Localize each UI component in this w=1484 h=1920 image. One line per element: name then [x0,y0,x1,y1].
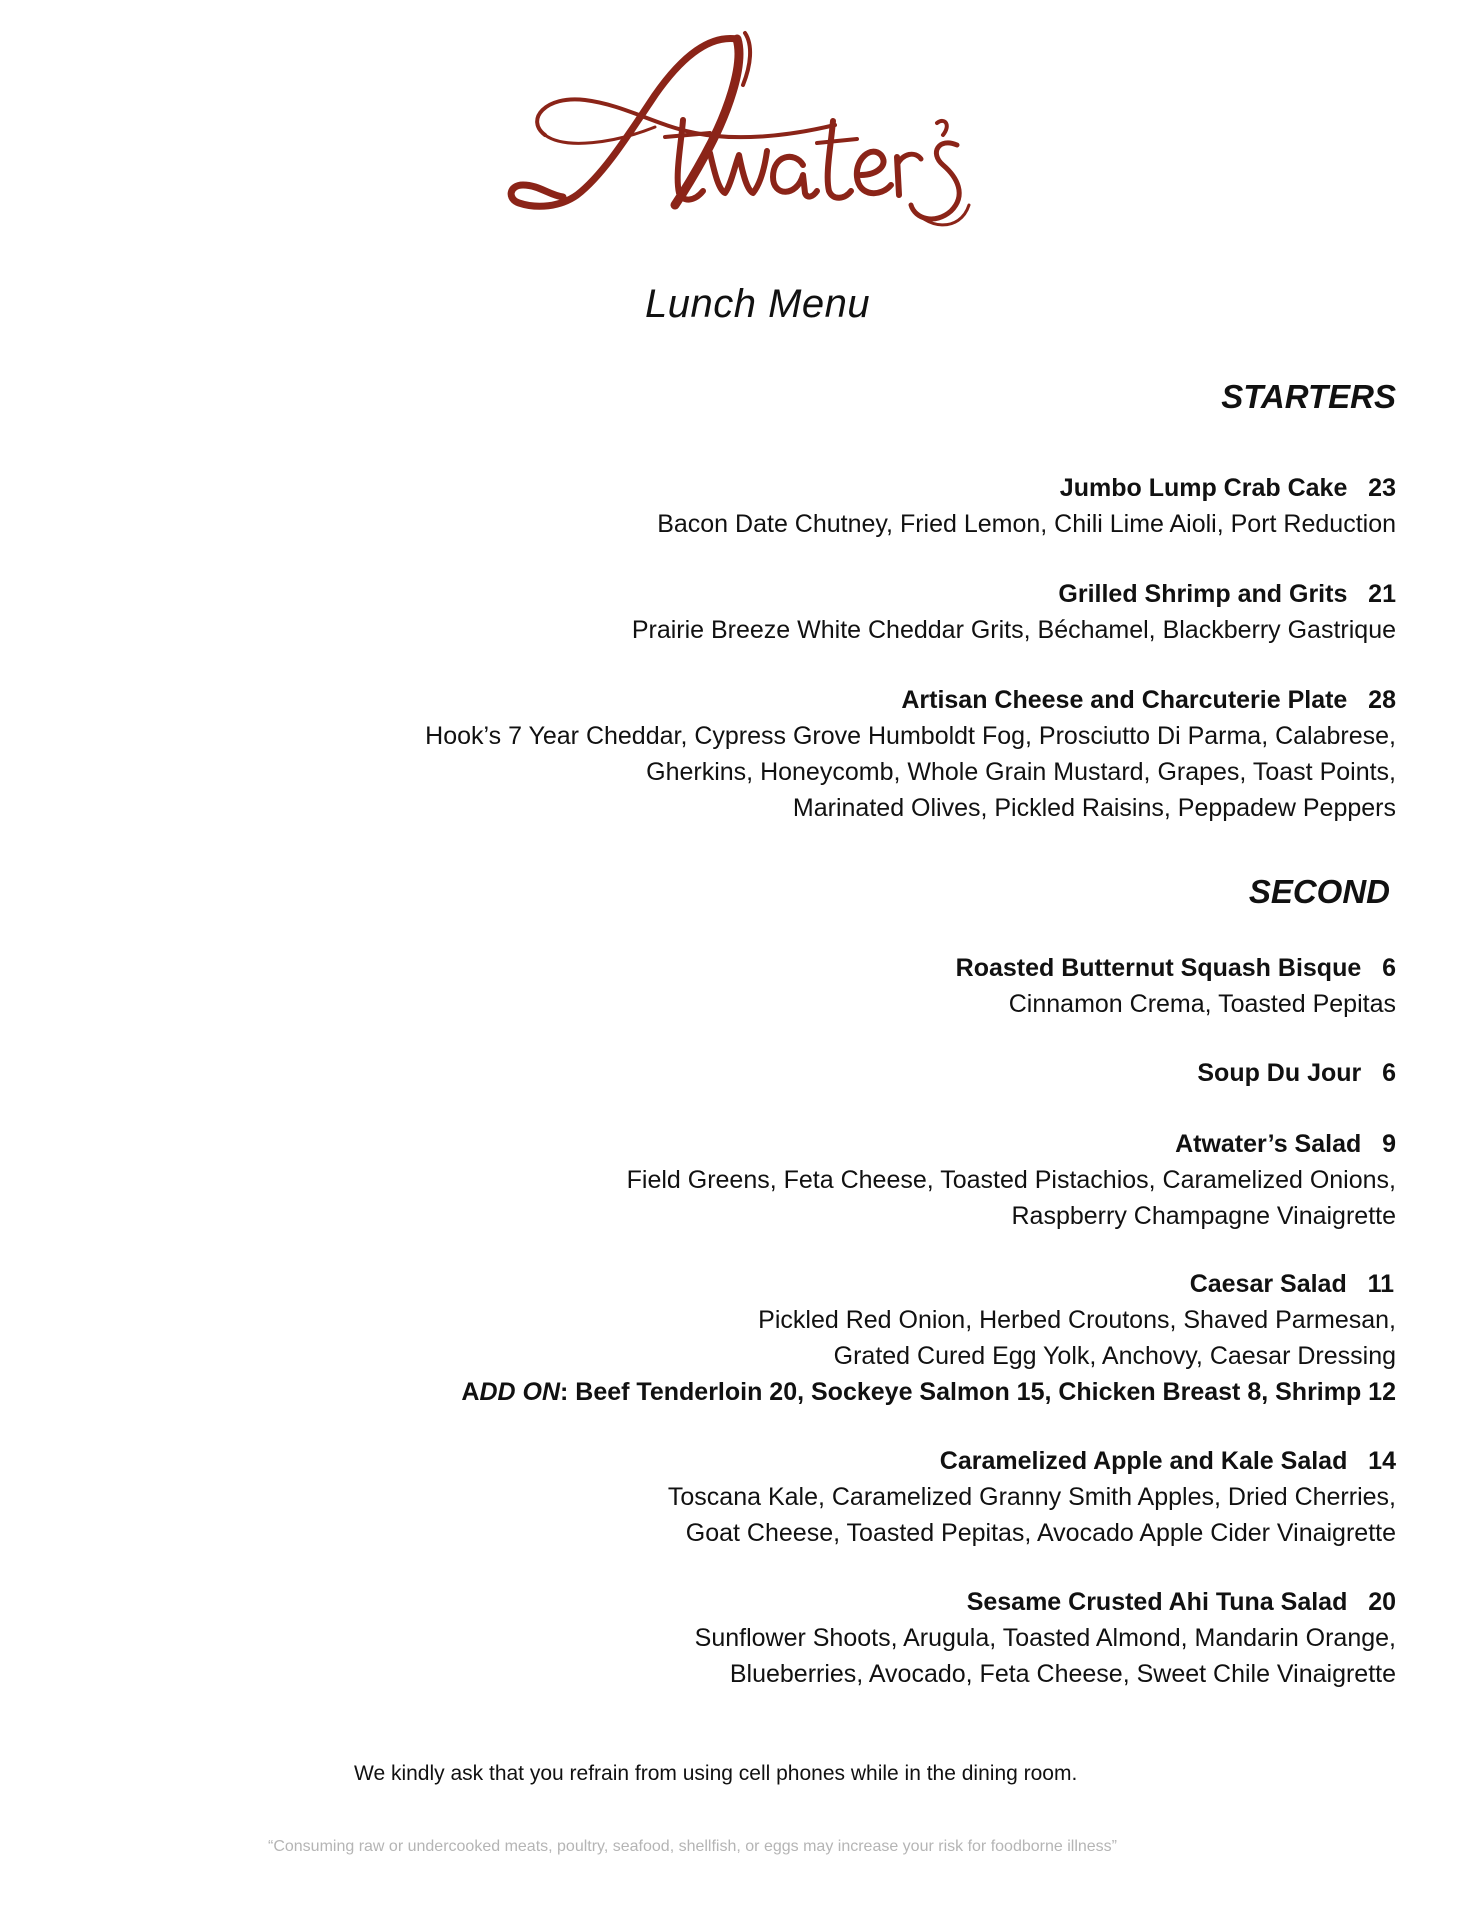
food-safety-disclaimer: “Consuming raw or undercooked meats, poultry, seafood, shellfish, or eggs may increase your risk for foodborne illness” [268,1838,1117,1855]
item-desc: Bacon Date Chutney, Fried Lemon, Chili Lime Aioli, Port Reduction [657,510,1396,538]
item-name: Soup Du Jour 6 [1197,1059,1396,1087]
item-desc: Hook’s 7 Year Cheddar, Cypress Grove Humboldt Fog, Prosciutto Di Parma, Calabrese, [425,722,1396,750]
item-desc: Toscana Kale, Caramelized Granny Smith Apples, Dried Cherries, [667,1483,1396,1511]
logo-wordmark: Atwater's [505,25,510,26]
menu-item [296,1055,1396,1091]
add-on-lead: A [461,1378,480,1406]
item-name: Atwater’s Salad 9 [1175,1130,1396,1158]
menu-item [296,950,1396,1022]
item-desc: Grated Cured Egg Yolk, Anchovy, Caesar Dressing [833,1342,1396,1370]
add-on-options: : Beef Tenderloin 20, Sockeye Salmon 15, Chicken Breast 8, Shrimp 12 [560,1378,1396,1406]
item-desc: Blueberries, Avocado, Feta Cheese, Sweet Chile Vinaigrette [729,1660,1396,1688]
add-on-line [296,1374,1396,1410]
menu-item [296,1443,1396,1551]
menu-title: Lunch Menu [645,282,871,326]
item-name: Grilled Shrimp and Grits 21 [1058,580,1396,608]
item-desc: Goat Cheese, Toasted Pepitas, Avocado Apple Cider Vinaigrette [685,1519,1396,1547]
atwaters-logo [505,25,975,240]
item-name: Artisan Cheese and Charcuterie Plate 28 [901,686,1396,714]
menu-item [296,576,1396,648]
menu-item [296,682,1396,826]
item-name: Jumbo Lump Crab Cake 23 [1059,474,1396,502]
menu-item [296,1266,1396,1410]
menu-item [296,1584,1396,1692]
item-desc: Raspberry Champagne Vinaigrette [1011,1202,1396,1230]
item-name: Sesame Crusted Ahi Tuna Salad 20 [966,1588,1396,1616]
item-desc: Marinated Olives, Pickled Raisins, Peppadew Peppers [792,794,1396,822]
menu-item [296,1126,1396,1234]
item-desc: Prairie Breeze White Cheddar Grits, Béchamel, Blackberry Gastrique [631,616,1396,644]
item-desc: Pickled Red Onion, Herbed Croutons, Shaved Parmesan, [758,1306,1396,1334]
item-desc: Field Greens, Feta Cheese, Toasted Pistachios, Caramelized Onions, [626,1166,1396,1194]
item-name: Caramelized Apple and Kale Salad 14 [939,1447,1396,1475]
item-name: Caesar Salad 11 [1189,1270,1394,1298]
menu-item [296,470,1396,542]
item-desc: Gherkins, Honeycomb, Whole Grain Mustard, Grapes, Toast Points, [646,758,1396,786]
item-name: Roasted Butternut Squash Bisque 6 [955,954,1396,982]
section-title-second: SECOND [1248,873,1390,910]
footer-note: We kindly ask that you refrain from using cell phones while in the dining room. [354,1762,1078,1785]
add-on-label: DD ON [479,1378,561,1406]
item-desc: Cinnamon Crema, Toasted Pepitas [1008,990,1396,1018]
item-desc: Sunflower Shoots, Arugula, Toasted Almond, Mandarin Orange, [694,1624,1396,1652]
section-title-starters: STARTERS [1221,378,1396,415]
